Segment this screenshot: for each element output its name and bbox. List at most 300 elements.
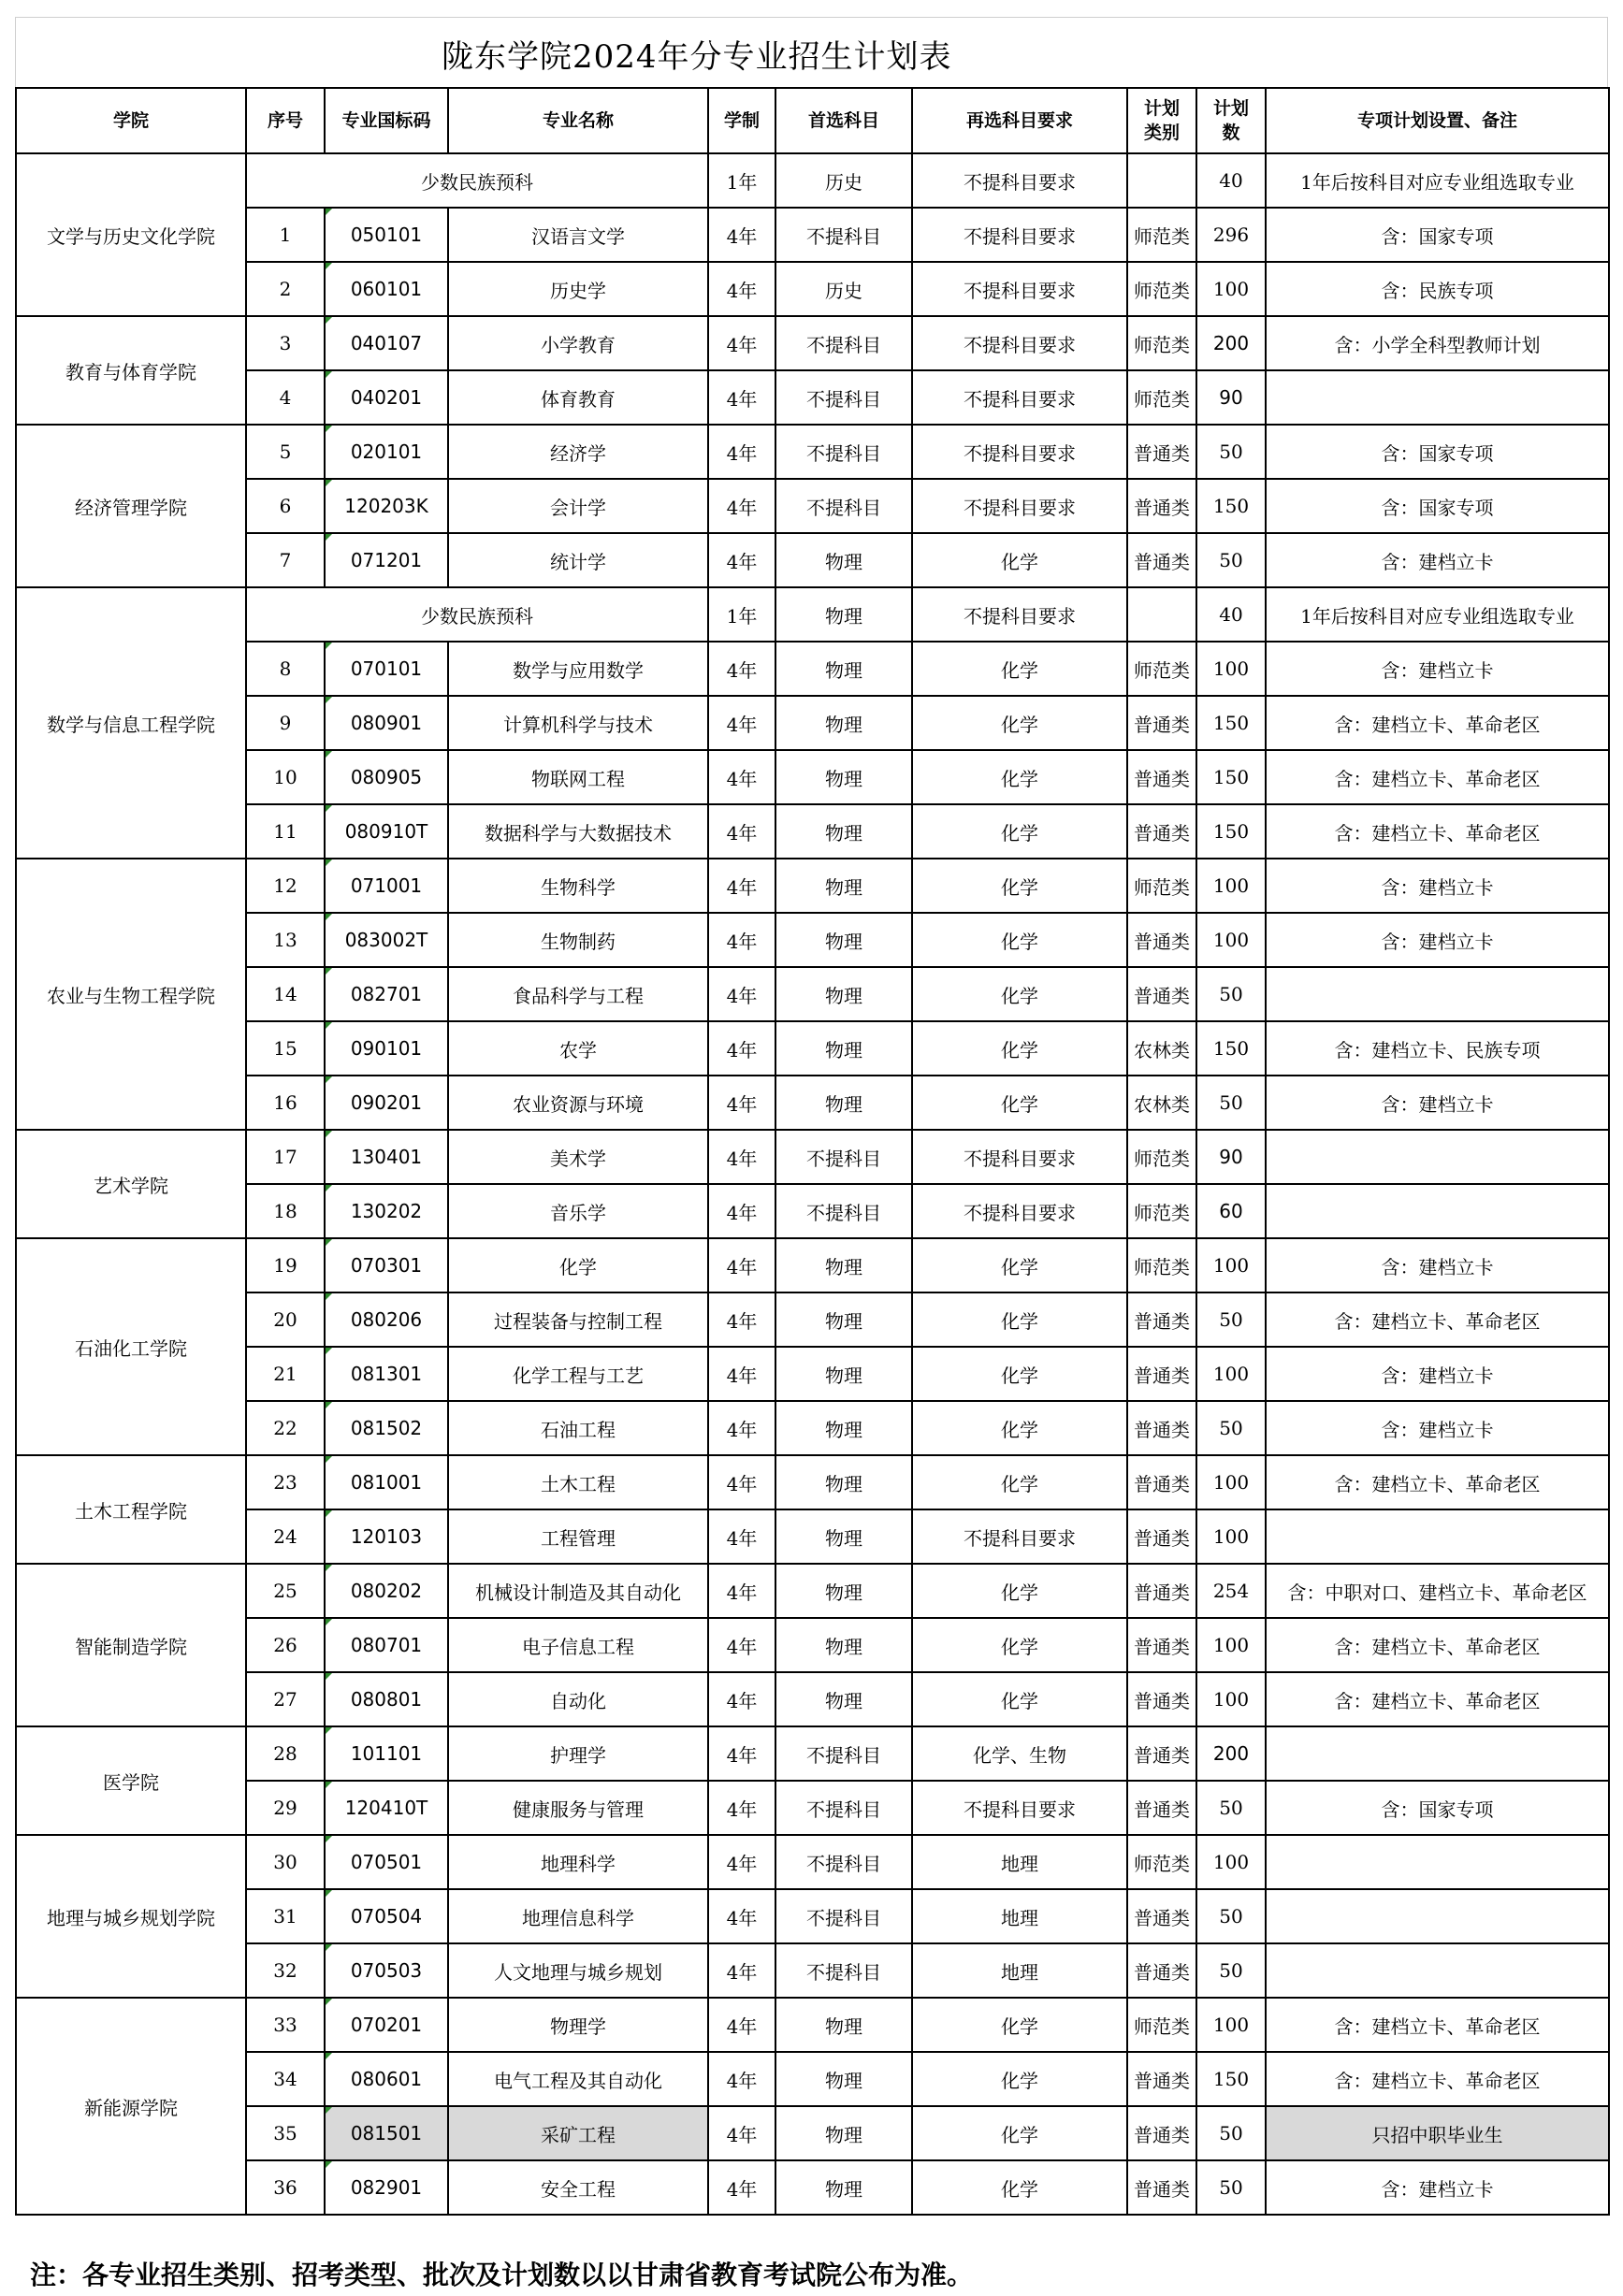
- plan-category-cell: 普通类: [1127, 750, 1196, 804]
- plan-count-cell: 100: [1196, 859, 1266, 913]
- second-subject-cell: 不提科目要求: [912, 1509, 1127, 1564]
- note-cell: [1266, 967, 1609, 1021]
- seq-cell: 29: [246, 1781, 325, 1835]
- code-cell: 070503: [325, 1943, 448, 1998]
- major-name-cell: 健康服务与管理: [448, 1781, 708, 1835]
- plan-count-cell: 150: [1196, 2052, 1266, 2106]
- first-subject-cell: 不提科目: [775, 1835, 912, 1889]
- major-name-cell: 音乐学: [448, 1184, 708, 1238]
- plan-count-cell: 100: [1196, 1618, 1266, 1672]
- code-cell: 070101: [325, 642, 448, 696]
- second-subject-cell: 化学: [912, 1672, 1127, 1726]
- plan-category-cell: 师范类: [1127, 1130, 1196, 1184]
- major-name-cell: 食品科学与工程: [448, 967, 708, 1021]
- note-cell: [1266, 1835, 1609, 1889]
- second-subject-cell: 化学: [912, 1455, 1127, 1509]
- table-row: [16, 1401, 1609, 1455]
- second-subject-cell: 化学: [912, 1347, 1127, 1401]
- header-seq: 序号: [246, 88, 325, 153]
- note-cell: [1266, 1184, 1609, 1238]
- plan-count-cell: 50: [1196, 533, 1266, 587]
- major-name-cell: 体育教育: [448, 370, 708, 425]
- second-subject-cell: 化学: [912, 696, 1127, 750]
- note-cell: 含：建档立卡、革命老区: [1266, 804, 1609, 859]
- second-subject-cell: 地理: [912, 1835, 1127, 1889]
- years-cell: 4年: [708, 1889, 775, 1943]
- code-cell: 090101: [325, 1021, 448, 1076]
- major-name-cell: 化学工程与工艺: [448, 1347, 708, 1401]
- code-cell: 080910T: [325, 804, 448, 859]
- second-subject-cell: 化学: [912, 967, 1127, 1021]
- seq-cell: 16: [246, 1076, 325, 1130]
- years-cell: 4年: [708, 1726, 775, 1781]
- first-subject-cell: 物理: [775, 696, 912, 750]
- code-cell: 040107: [325, 316, 448, 370]
- code-cell: 080202: [325, 1564, 448, 1618]
- years-cell: 4年: [708, 1943, 775, 1998]
- second-subject-cell: 化学: [912, 750, 1127, 804]
- plan-category-cell: 师范类: [1127, 316, 1196, 370]
- years-cell: 4年: [708, 859, 775, 913]
- note-cell: 含：建档立卡、革命老区: [1266, 2052, 1609, 2106]
- note-cell: 含：中职对口、建档立卡、革命老区: [1266, 1564, 1609, 1618]
- years-cell: 4年: [708, 2052, 775, 2106]
- plan-category-cell: 普通类: [1127, 696, 1196, 750]
- table-row: [16, 913, 1609, 967]
- note-cell: 含：建档立卡、革命老区: [1266, 696, 1609, 750]
- seq-cell: 28: [246, 1726, 325, 1781]
- plan-category-cell: [1127, 587, 1196, 642]
- first-subject-cell: 物理: [775, 859, 912, 913]
- table-row: [16, 1618, 1609, 1672]
- seq-cell: 36: [246, 2160, 325, 2215]
- first-subject-cell: 物理: [775, 913, 912, 967]
- table-row: [16, 750, 1609, 804]
- major-name-cell: 自动化: [448, 1672, 708, 1726]
- major-name-cell: 小学教育: [448, 316, 708, 370]
- table-row: [16, 262, 1609, 316]
- note-cell: 含：建档立卡: [1266, 1076, 1609, 1130]
- years-cell: 4年: [708, 1184, 775, 1238]
- first-subject-cell: 物理: [775, 1347, 912, 1401]
- plan-count-cell: 90: [1196, 370, 1266, 425]
- table-row: [16, 1943, 1609, 1998]
- years-cell: 4年: [708, 208, 775, 262]
- plan-count-cell: 100: [1196, 1998, 1266, 2052]
- note-cell: [1266, 1130, 1609, 1184]
- major-name-cell: 采矿工程: [448, 2106, 708, 2160]
- header-note: 专项计划设置、备注: [1266, 88, 1609, 153]
- table-row: [16, 696, 1609, 750]
- table-row: [16, 587, 1609, 642]
- second-subject-cell: 化学: [912, 533, 1127, 587]
- plan-category-cell: 普通类: [1127, 479, 1196, 533]
- college-cell: 数学与信息工程学院: [16, 587, 246, 859]
- header-college: 学院: [16, 88, 246, 153]
- major-name-cell: 历史学: [448, 262, 708, 316]
- seq-cell: 23: [246, 1455, 325, 1509]
- table-row: [16, 1292, 1609, 1347]
- plan-category-cell: 师范类: [1127, 1835, 1196, 1889]
- table-row: [16, 1781, 1609, 1835]
- table-body: [16, 153, 1609, 2215]
- first-subject-cell: 物理: [775, 1998, 912, 2052]
- note-cell: 含：建档立卡: [1266, 1401, 1609, 1455]
- major-name-cell: 人文地理与城乡规划: [448, 1943, 708, 1998]
- years-cell: 4年: [708, 750, 775, 804]
- plan-count-cell: 200: [1196, 1726, 1266, 1781]
- plan-count-cell: 100: [1196, 1238, 1266, 1292]
- code-cell: 080206: [325, 1292, 448, 1347]
- major-name-cell: 地理信息科学: [448, 1889, 708, 1943]
- seq-cell: 35: [246, 2106, 325, 2160]
- first-subject-cell: 不提科目: [775, 208, 912, 262]
- major-name-cell: 农业资源与环境: [448, 1076, 708, 1130]
- seq-cell: 31: [246, 1889, 325, 1943]
- seq-cell: 15: [246, 1021, 325, 1076]
- first-subject-cell: 物理: [775, 1564, 912, 1618]
- plan-count-cell: 254: [1196, 1564, 1266, 1618]
- plan-count-cell: 50: [1196, 1943, 1266, 1998]
- major-name-cell: 石油工程: [448, 1401, 708, 1455]
- code-cell: 050101: [325, 208, 448, 262]
- note-cell: 含：建档立卡、革命老区: [1266, 1618, 1609, 1672]
- seq-cell: 17: [246, 1130, 325, 1184]
- plan-category-cell: [1127, 153, 1196, 208]
- table-row: [16, 1998, 1609, 2052]
- code-cell: 130202: [325, 1184, 448, 1238]
- first-subject-cell: 不提科目: [775, 1130, 912, 1184]
- table-row: [16, 1564, 1609, 1618]
- major-name-cell: 护理学: [448, 1726, 708, 1781]
- seq-cell: 22: [246, 1401, 325, 1455]
- plan-count-cell: 50: [1196, 1292, 1266, 1347]
- table-row: [16, 370, 1609, 425]
- note-cell: 含：建档立卡、革命老区: [1266, 1455, 1609, 1509]
- plan-count-cell: 100: [1196, 1672, 1266, 1726]
- first-subject-cell: 物理: [775, 1076, 912, 1130]
- plan-count-cell: 100: [1196, 1835, 1266, 1889]
- major-name-cell: 美术学: [448, 1130, 708, 1184]
- table-row: [16, 1509, 1609, 1564]
- first-subject-cell: 不提科目: [775, 479, 912, 533]
- plan-count-cell: 100: [1196, 642, 1266, 696]
- page-title: 陇东学院2024年分专业招生计划表: [442, 38, 952, 76]
- plan-count-cell: 100: [1196, 1347, 1266, 1401]
- college-cell: 石油化工学院: [16, 1238, 246, 1455]
- first-subject-cell: 不提科目: [775, 1943, 912, 1998]
- seq-cell: 7: [246, 533, 325, 587]
- seq-cell: 19: [246, 1238, 325, 1292]
- years-cell: 4年: [708, 967, 775, 1021]
- table-row: [16, 316, 1609, 370]
- plan-count-cell: 100: [1196, 1509, 1266, 1564]
- years-cell: 4年: [708, 696, 775, 750]
- first-subject-cell: 物理: [775, 587, 912, 642]
- plan-count-cell: 150: [1196, 1021, 1266, 1076]
- note-cell: [1266, 1509, 1609, 1564]
- table-row: [16, 1889, 1609, 1943]
- code-cell: 120203K: [325, 479, 448, 533]
- first-subject-cell: 物理: [775, 1672, 912, 1726]
- note-cell: 含：建档立卡: [1266, 1347, 1609, 1401]
- seq-cell: 30: [246, 1835, 325, 1889]
- table-row: [16, 1455, 1609, 1509]
- second-subject-cell: 化学: [912, 2106, 1127, 2160]
- first-subject-cell: 物理: [775, 750, 912, 804]
- years-cell: 4年: [708, 1672, 775, 1726]
- seq-cell: 34: [246, 2052, 325, 2106]
- college-cell: 文学与历史文化学院: [16, 153, 246, 316]
- seq-cell: 26: [246, 1618, 325, 1672]
- seq-cell: 13: [246, 913, 325, 967]
- table-row: [16, 804, 1609, 859]
- header-plan-category: [1127, 88, 1196, 153]
- code-cell: 120410T: [325, 1781, 448, 1835]
- table-row: [16, 2106, 1609, 2160]
- college-cell: 土木工程学院: [16, 1455, 246, 1564]
- years-cell: 4年: [708, 1130, 775, 1184]
- table-row: [16, 642, 1609, 696]
- years-cell: 4年: [708, 533, 775, 587]
- code-cell: 080801: [325, 1672, 448, 1726]
- plan-category-cell: 师范类: [1127, 1998, 1196, 2052]
- major-name-cell: 数学与应用数学: [448, 642, 708, 696]
- code-cell: 081502: [325, 1401, 448, 1455]
- years-cell: 4年: [708, 1509, 775, 1564]
- first-subject-cell: 不提科目: [775, 1889, 912, 1943]
- note-cell: 含：建档立卡、革命老区: [1266, 1292, 1609, 1347]
- second-subject-cell: 化学: [912, 1238, 1127, 1292]
- plan-category-cell: 普通类: [1127, 1509, 1196, 1564]
- plan-category-cell: 普通类: [1127, 1347, 1196, 1401]
- second-subject-cell: 不提科目要求: [912, 479, 1127, 533]
- plan-count-cell: 296: [1196, 208, 1266, 262]
- note-cell: 含：国家专项: [1266, 425, 1609, 479]
- years-cell: 4年: [708, 1781, 775, 1835]
- seq-cell: 27: [246, 1672, 325, 1726]
- years-cell: 4年: [708, 804, 775, 859]
- table-row: [16, 2160, 1609, 2215]
- major-name-cell: 电子信息工程: [448, 1618, 708, 1672]
- years-cell: 4年: [708, 1076, 775, 1130]
- table-row: [16, 425, 1609, 479]
- plan-category-cell: 师范类: [1127, 208, 1196, 262]
- second-subject-cell: 化学: [912, 913, 1127, 967]
- first-subject-cell: 物理: [775, 2052, 912, 2106]
- note-cell: 含：建档立卡: [1266, 533, 1609, 587]
- plan-category-cell: 师范类: [1127, 1238, 1196, 1292]
- years-cell: 4年: [708, 2106, 775, 2160]
- plan-category-cell: 普通类: [1127, 1401, 1196, 1455]
- header-plan-count-text: 计划数: [1212, 98, 1249, 143]
- years-cell: 4年: [708, 1998, 775, 2052]
- major-name-cell: 地理科学: [448, 1835, 708, 1889]
- second-subject-cell: 化学: [912, 859, 1127, 913]
- plan-category-cell: 普通类: [1127, 2052, 1196, 2106]
- first-subject-cell: 物理: [775, 1618, 912, 1672]
- header-second-subject: 再选科目要求: [912, 88, 1127, 153]
- second-subject-cell: 化学、生物: [912, 1726, 1127, 1781]
- seq-cell: 33: [246, 1998, 325, 2052]
- seq-cell: 6: [246, 479, 325, 533]
- seq-cell: 14: [246, 967, 325, 1021]
- plan-count-cell: 50: [1196, 1401, 1266, 1455]
- second-subject-cell: 不提科目要求: [912, 1130, 1127, 1184]
- second-subject-cell: 化学: [912, 1401, 1127, 1455]
- first-subject-cell: 物理: [775, 642, 912, 696]
- header-row: [16, 88, 1609, 153]
- seq-cell: 9: [246, 696, 325, 750]
- first-subject-cell: 不提科目: [775, 1184, 912, 1238]
- note-cell: 含：建档立卡、革命老区: [1266, 750, 1609, 804]
- plan-count-cell: 50: [1196, 1889, 1266, 1943]
- years-cell: 4年: [708, 913, 775, 967]
- note-cell: 含：国家专项: [1266, 1781, 1609, 1835]
- note-cell: 含：国家专项: [1266, 208, 1609, 262]
- plan-count-cell: 150: [1196, 696, 1266, 750]
- seq-cell: 10: [246, 750, 325, 804]
- note-cell: 含：建档立卡: [1266, 913, 1609, 967]
- code-cell: 080905: [325, 750, 448, 804]
- college-cell: 新能源学院: [16, 1998, 246, 2215]
- plan-category-cell: 普通类: [1127, 1672, 1196, 1726]
- code-cell: 080601: [325, 2052, 448, 2106]
- years-cell: 4年: [708, 2160, 775, 2215]
- years-cell: 1年: [708, 153, 775, 208]
- table-row: [16, 2052, 1609, 2106]
- second-subject-cell: 不提科目要求: [912, 425, 1127, 479]
- plan-category-cell: 师范类: [1127, 262, 1196, 316]
- note-cell: 1年后按科目对应专业组选取专业: [1266, 153, 1609, 208]
- plan-category-cell: 普通类: [1127, 425, 1196, 479]
- code-cell: 060101: [325, 262, 448, 316]
- major-name-cell: 物理学: [448, 1998, 708, 2052]
- second-subject-cell: 不提科目要求: [912, 1781, 1127, 1835]
- table-row: [16, 1076, 1609, 1130]
- first-subject-cell: 不提科目: [775, 1726, 912, 1781]
- seq-cell: 4: [246, 370, 325, 425]
- seq-cell: 12: [246, 859, 325, 913]
- second-subject-cell: 化学: [912, 1292, 1127, 1347]
- plan-category-cell: 普通类: [1127, 2106, 1196, 2160]
- first-subject-cell: 历史: [775, 153, 912, 208]
- header-years: 学制: [708, 88, 775, 153]
- second-subject-cell: 地理: [912, 1889, 1127, 1943]
- plan-category-cell: 普通类: [1127, 1564, 1196, 1618]
- first-subject-cell: 物理: [775, 2160, 912, 2215]
- note-cell: 含：建档立卡: [1266, 642, 1609, 696]
- college-cell: 智能制造学院: [16, 1564, 246, 1726]
- seq-cell: 25: [246, 1564, 325, 1618]
- table-row: [16, 859, 1609, 913]
- plan-count-cell: 40: [1196, 153, 1266, 208]
- plan-category-cell: 农林类: [1127, 1076, 1196, 1130]
- note-cell: 含：建档立卡、革命老区: [1266, 1672, 1609, 1726]
- seq-cell: 8: [246, 642, 325, 696]
- plan-category-cell: 普通类: [1127, 2160, 1196, 2215]
- note-cell: 含：建档立卡: [1266, 859, 1609, 913]
- years-cell: 4年: [708, 425, 775, 479]
- major-name-cell: 过程装备与控制工程: [448, 1292, 708, 1347]
- plan-category-cell: 普通类: [1127, 804, 1196, 859]
- seq-cell: 32: [246, 1943, 325, 1998]
- years-cell: 4年: [708, 316, 775, 370]
- table-row: [16, 1835, 1609, 1889]
- second-subject-cell: 不提科目要求: [912, 208, 1127, 262]
- table-row: [16, 1184, 1609, 1238]
- major-name-cell: 生物制药: [448, 913, 708, 967]
- years-cell: 4年: [708, 1021, 775, 1076]
- code-cell: 101101: [325, 1726, 448, 1781]
- note-cell: 含：建档立卡、民族专项: [1266, 1021, 1609, 1076]
- major-name-cell: 农学: [448, 1021, 708, 1076]
- note-cell: [1266, 1726, 1609, 1781]
- second-subject-cell: 不提科目要求: [912, 1184, 1127, 1238]
- code-cell: 083002T: [325, 913, 448, 967]
- plan-category-cell: 普通类: [1127, 967, 1196, 1021]
- note-cell: [1266, 1889, 1609, 1943]
- plan-count-cell: 60: [1196, 1184, 1266, 1238]
- note-cell: 含：建档立卡: [1266, 1238, 1609, 1292]
- first-subject-cell: 不提科目: [775, 370, 912, 425]
- table-row: [16, 1130, 1609, 1184]
- prep-label-cell: 少数民族预科: [246, 587, 708, 642]
- second-subject-cell: 化学: [912, 1021, 1127, 1076]
- second-subject-cell: 化学: [912, 2160, 1127, 2215]
- college-cell: 教育与体育学院: [16, 316, 246, 425]
- code-cell: 020101: [325, 425, 448, 479]
- major-name-cell: 数据科学与大数据技术: [448, 804, 708, 859]
- major-name-cell: 统计学: [448, 533, 708, 587]
- years-cell: 4年: [708, 370, 775, 425]
- plan-category-cell: 普通类: [1127, 1292, 1196, 1347]
- note-cell: 含：小学全科型教师计划: [1266, 316, 1609, 370]
- first-subject-cell: 物理: [775, 1021, 912, 1076]
- major-name-cell: 计算机科学与技术: [448, 696, 708, 750]
- note-cell: 1年后按科目对应专业组选取专业: [1266, 587, 1609, 642]
- plan-category-cell: 普通类: [1127, 1889, 1196, 1943]
- plan-count-cell: 150: [1196, 750, 1266, 804]
- plan-category-cell: 普通类: [1127, 913, 1196, 967]
- table-row: [16, 208, 1609, 262]
- code-cell: 071001: [325, 859, 448, 913]
- second-subject-cell: 不提科目要求: [912, 262, 1127, 316]
- plan-category-cell: 普通类: [1127, 1943, 1196, 1998]
- plan-category-cell: 师范类: [1127, 859, 1196, 913]
- code-cell: 080701: [325, 1618, 448, 1672]
- major-name-cell: 生物科学: [448, 859, 708, 913]
- college-cell: 经济管理学院: [16, 425, 246, 587]
- plan-sheet: [15, 17, 1608, 2290]
- code-cell: 070301: [325, 1238, 448, 1292]
- note-cell: 含：建档立卡、革命老区: [1266, 1998, 1609, 2052]
- years-cell: 4年: [708, 1564, 775, 1618]
- prep-label-cell: 少数民族预科: [246, 153, 708, 208]
- footnote: 注：各专业招生类别、招考类型、批次及计划数以以甘肃省教育考试院公布为准。: [30, 2260, 974, 2290]
- plan-count-cell: 50: [1196, 967, 1266, 1021]
- major-name-cell: 工程管理: [448, 1509, 708, 1564]
- note-cell: [1266, 370, 1609, 425]
- table-row: [16, 1347, 1609, 1401]
- code-cell: 082901: [325, 2160, 448, 2215]
- first-subject-cell: 物理: [775, 1238, 912, 1292]
- first-subject-cell: 物理: [775, 1455, 912, 1509]
- years-cell: 4年: [708, 1618, 775, 1672]
- code-cell: 040201: [325, 370, 448, 425]
- plan-count-cell: 50: [1196, 2160, 1266, 2215]
- header-major: 专业名称: [448, 88, 708, 153]
